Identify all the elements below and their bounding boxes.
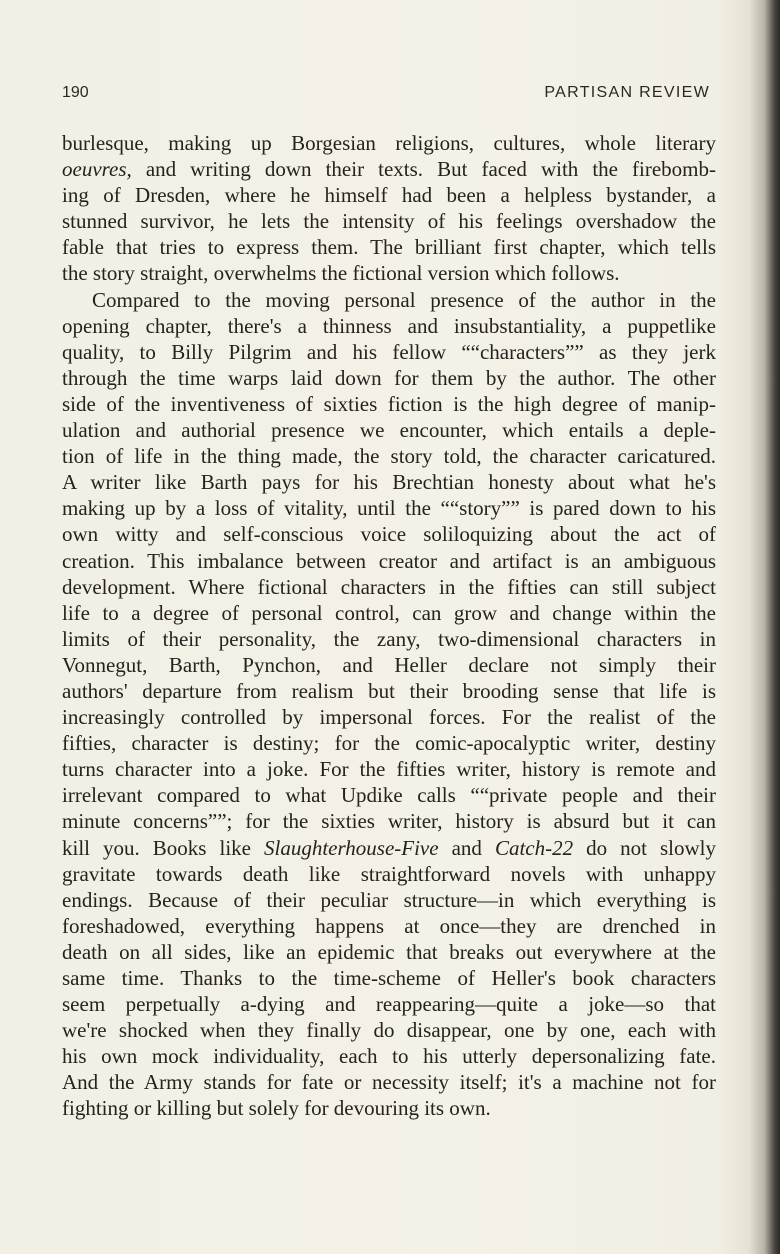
text-segment: kill you. Books like: [62, 835, 264, 860]
text-segment: fifties, character is destiny; for the comic-apocalyptic writer, destiny: [62, 731, 716, 756]
text-segment: endings. Because of their peculiar structure—in which everything is: [62, 887, 716, 912]
text-segment: and writing down their texts. But faced with the firebomb-: [131, 157, 716, 182]
text-line: [62, 991, 716, 1017]
text-line: [62, 913, 716, 939]
text-line: [62, 156, 716, 182]
italic-title: oeuvres,: [62, 157, 132, 182]
text-line: [62, 548, 716, 574]
text-segment: the story straight, overwhelms the fictional version which follows.: [62, 261, 620, 286]
text-segment: A writer like Barth pays for his Brechtian honesty about what he's: [62, 470, 716, 495]
italic-title: Catch-22: [494, 835, 574, 860]
text-segment: making up by a loss of vitality, until the ““story”” is pared down to his: [62, 496, 716, 521]
text-line: [62, 1017, 716, 1043]
text-line: [62, 730, 716, 756]
text-line: [62, 939, 716, 965]
text-segment: stunned survivor, he lets the intensity of his feelings overshadow the: [62, 209, 716, 234]
text-line: [62, 756, 716, 782]
text-line: [62, 835, 716, 861]
text-line: [62, 234, 716, 260]
text-segment: life to a degree of personal control, can grow and change within the: [62, 600, 716, 625]
text-line: [62, 521, 716, 547]
text-segment: gravitate towards death like straightforward novels with unhappy: [62, 861, 716, 886]
text-line: [62, 600, 716, 626]
text-line: [62, 391, 716, 417]
text-segment: through the time warps laid down for them by the author. The other: [62, 365, 716, 390]
text-segment: seem perpetually a-dying and reappearing—quite a joke—so that: [62, 992, 716, 1017]
text-segment: same time. Thanks to the time-scheme of Heller's book characters: [62, 966, 716, 990]
text-segment: and: [438, 835, 495, 860]
running-title: PARTISAN REVIEW: [544, 84, 710, 101]
text-line: [62, 130, 716, 156]
text-segment: own witty and self-conscious voice soliloquizing about the act of: [62, 522, 716, 547]
text-line: [62, 704, 716, 730]
text-segment: minute concerns””; for the sixties writer, history is absurd but it can: [62, 809, 716, 834]
italic-title: Slaughterhouse-Five: [264, 835, 439, 860]
text-line: [62, 339, 716, 365]
text-segment: quality, to Billy Pilgrim and his fellow ““characters”” as they jerk: [62, 339, 716, 364]
text-segment: we're shocked when they finally do disappear, one by one, each with: [62, 1018, 716, 1043]
text-line: [62, 965, 716, 991]
text-segment: limits of their personality, the zany, two-dimensional characters in: [62, 626, 716, 651]
text-line: [62, 313, 716, 339]
text-segment: tion of life in the thing made, the story told, the character caricatured.: [62, 444, 716, 469]
text-segment: death on all sides, like an epidemic that breaks out everywhere at the: [62, 939, 716, 964]
text-segment: do not slowly: [573, 835, 716, 860]
text-segment: turns character into a joke. For the fifties writer, history is remote and: [62, 757, 716, 782]
text-line: [62, 287, 716, 313]
page-number: 190: [62, 84, 89, 101]
text-line: [62, 208, 716, 234]
body-text: [62, 130, 716, 1122]
text-line: [62, 887, 716, 913]
text-line: [62, 808, 716, 834]
text-segment: Vonnegut, Barth, Pynchon, and Heller declare not simply their: [62, 652, 716, 677]
text-segment: Compared to the moving personal presence of the author in the: [92, 287, 716, 312]
text-line: [62, 861, 716, 887]
text-segment: ing of Dresden, where he himself had been a helpless bystander, a: [62, 183, 716, 208]
text-segment: irrelevant compared to what Updike calls ““private people and their: [62, 783, 716, 808]
text-segment: increasingly controlled by impersonal forces. For the realist of the: [62, 705, 716, 730]
text-line: [62, 417, 716, 443]
text-line: [62, 678, 716, 704]
text-segment: authors' departure from realism but their brooding sense that life is: [62, 678, 716, 703]
text-line: [62, 260, 716, 286]
text-line: [62, 1043, 716, 1069]
text-line: [62, 1069, 716, 1095]
text-segment: his own mock individuality, each to his utterly depersonalizing fate.: [62, 1044, 716, 1069]
text-segment: foreshadowed, everything happens at once—they are drenched in: [62, 913, 716, 938]
text-line: [62, 469, 716, 495]
text-line: [62, 443, 716, 469]
text-segment: burlesque, making up Borgesian religions, cultures, whole literary: [62, 131, 716, 155]
text-line: [62, 495, 716, 521]
text-line: [62, 1095, 716, 1121]
text-segment: ulation and authorial presence we encounter, which entails a deple-: [62, 418, 716, 443]
text-line: [62, 626, 716, 652]
text-segment: opening chapter, there's a thinness and insubstantiality, a puppetlike: [62, 313, 716, 338]
text-segment: creation. This imbalance between creator and artifact is an ambiguous: [62, 548, 716, 573]
text-line: [62, 574, 716, 600]
text-segment: fighting or killing but solely for devouring its own.: [62, 1096, 491, 1121]
text-segment: side of the inventiveness of sixties fiction is the high degree of manip-: [62, 391, 716, 416]
text-segment: development. Where fictional characters in the fifties can still subject: [62, 574, 716, 599]
text-segment: fable that tries to express them. The brilliant first chapter, which tells: [62, 235, 716, 260]
text-segment: And the Army stands for fate or necessity itself; it's a machine not for: [62, 1070, 716, 1095]
text-line: [62, 365, 716, 391]
text-line: [62, 652, 716, 678]
text-line: [62, 782, 716, 808]
text-line: [62, 182, 716, 208]
